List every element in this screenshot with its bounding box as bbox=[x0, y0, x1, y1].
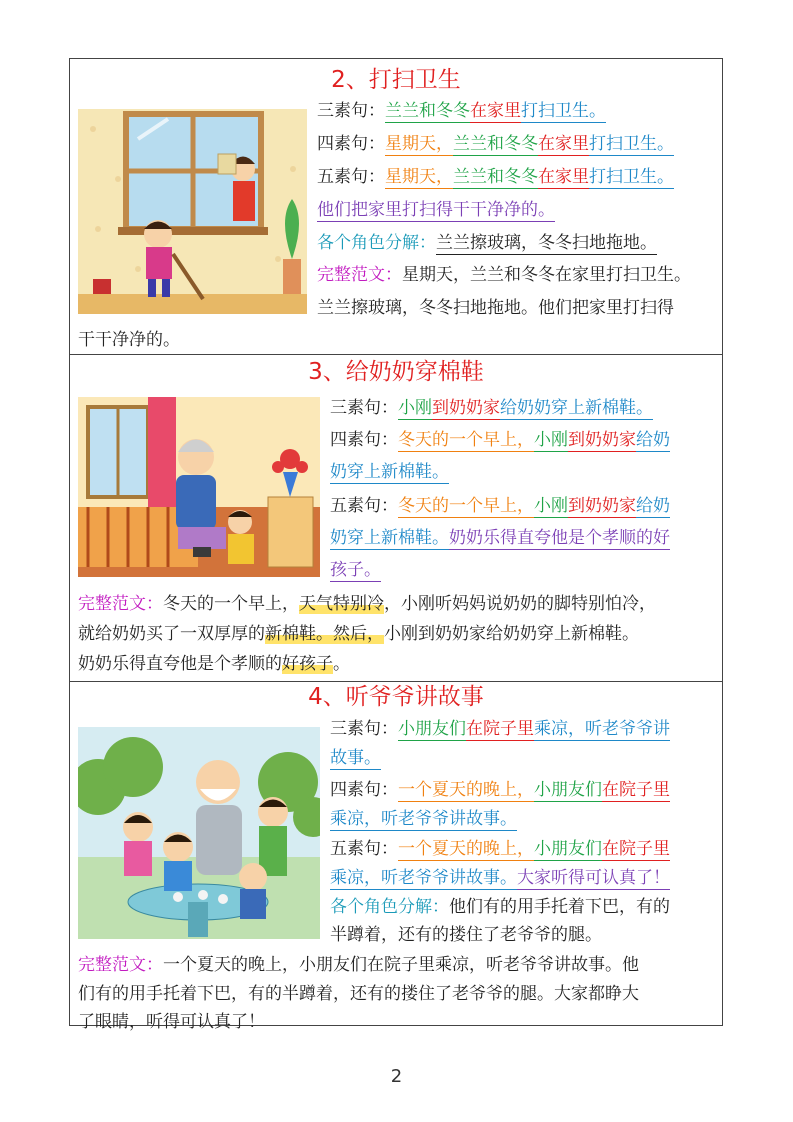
three-element-sentence-cont: 故事。 bbox=[330, 748, 381, 768]
model-essay: 完整范文：冬天的一个早上，天气特别冷，小刚听妈妈说奶奶的脚特别怕冷， bbox=[78, 594, 656, 614]
five-element-sentence-cont: 乘凉，听老爷爷讲故事。大家听得可认真了！ bbox=[330, 868, 670, 888]
grandma-illustration bbox=[78, 397, 320, 577]
five-element-sentence: 五素句：一个夏天的晚上，小朋友们在院子里 bbox=[330, 839, 670, 859]
cleaning-illustration bbox=[78, 109, 307, 314]
five-element-sentence-cont: 孩子。 bbox=[330, 560, 381, 580]
model-essay-line: 们有的用手托着下巴，有的半蹲着，还有的搂住了老爷爷的腿。大家都睁大 bbox=[78, 984, 639, 1004]
story-illustration bbox=[78, 727, 320, 939]
model-essay: 完整范文：一个夏天的晚上，小朋友们在院子里乘凉，听老爷爷讲故事。他 bbox=[78, 955, 639, 975]
model-essay-line: 奶奶乐得直夸他是个孝顺的好孩子。 bbox=[78, 654, 350, 674]
three-element-sentence: 三素句：小朋友们在院子里乘凉，听老爷爷讲 bbox=[330, 719, 670, 739]
four-element-sentence-cont: 乘凉，听老爷爷讲故事。 bbox=[330, 809, 517, 829]
section-title: 4、听爷爷讲故事 bbox=[308, 684, 484, 710]
three-element-sentence: 三素句：小刚到奶奶家给奶奶穿上新棉鞋。 bbox=[330, 398, 653, 418]
five-element-sentence: 五素句：星期天，兰兰和冬冬在家里打扫卫生。 bbox=[317, 167, 674, 187]
model-essay-line: 干干净净的。 bbox=[78, 330, 180, 350]
section-cotton-shoes bbox=[70, 355, 722, 682]
three-element-sentence: 三素句：兰兰和冬冬在家里打扫卫生。 bbox=[317, 101, 606, 121]
section-title: 2、打扫卫生 bbox=[331, 67, 461, 93]
five-element-sentence: 五素句：冬天的一个早上，小刚到奶奶家给奶 bbox=[330, 496, 670, 516]
role-breakdown: 各个角色分解：兰兰擦玻璃，冬冬扫地拖地。 bbox=[317, 233, 657, 253]
five-element-sentence-cont: 奶穿上新棉鞋。奶奶乐得直夸他是个孝顺的好 bbox=[330, 528, 670, 548]
five-element-sentence-cont: 他们把家里打扫得干干净净的。 bbox=[317, 200, 555, 220]
four-element-sentence-cont: 奶穿上新棉鞋。 bbox=[330, 462, 449, 482]
exercise-sheet bbox=[69, 58, 723, 1032]
section-cleaning bbox=[70, 59, 722, 355]
model-essay-line: 就给奶奶买了一双厚厚的新棉鞋。然后，小刚到奶奶家给奶奶穿上新棉鞋。 bbox=[78, 624, 639, 644]
who-phrase: 兰兰和冬冬 bbox=[385, 101, 470, 121]
model-essay: 完整范文：星期天，兰兰和冬冬在家里打扫卫生。 bbox=[317, 265, 691, 285]
model-essay-line: 兰兰擦玻璃，冬冬扫地拖地。他们把家里打扫得 bbox=[317, 298, 674, 318]
what-phrase: 打扫卫生。 bbox=[521, 101, 606, 121]
four-element-sentence: 四素句：冬天的一个早上，小刚到奶奶家给奶 bbox=[330, 430, 670, 450]
four-element-sentence: 四素句：星期天，兰兰和冬冬在家里打扫卫生。 bbox=[317, 134, 674, 154]
where-phrase: 在家里 bbox=[470, 101, 521, 121]
page-number: 2 bbox=[390, 1066, 403, 1087]
section-grandpa-story bbox=[70, 682, 722, 1032]
role-breakdown-cont: 半蹲着，还有的搂住了老爷爷的腿。 bbox=[330, 925, 602, 945]
four-element-sentence: 四素句：一个夏天的晚上，小朋友们在院子里 bbox=[330, 780, 670, 800]
section-title: 3、给奶奶穿棉鞋 bbox=[308, 359, 484, 385]
role-breakdown: 各个角色分解：他们有的用手托着下巴，有的 bbox=[330, 897, 670, 917]
model-essay-line: 了眼睛，听得可认真了！ bbox=[78, 1012, 265, 1032]
